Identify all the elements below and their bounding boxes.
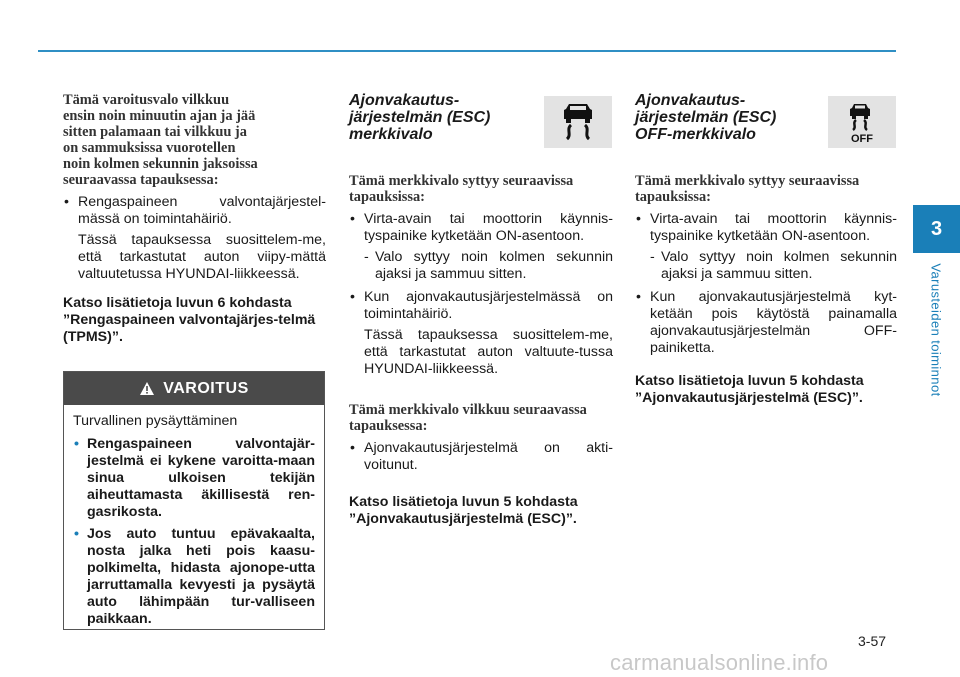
intro-line: Tämä varoitusvalo vilkkuu — [63, 92, 230, 108]
esc-heading: Ajonvakautus-järjestelmän (ESC) merkkivalo — [349, 92, 491, 143]
column-esc — [349, 92, 613, 528]
intro-line: ensin noin minuutin ajan ja jää — [63, 108, 256, 124]
intro-line: noin kolmen sekunnin jaksoissa — [63, 156, 258, 172]
warning-body — [64, 405, 324, 628]
esc-off-lights-heading: Tämä merkkivalo syttyy seuraavissa tapauksissa: — [635, 173, 860, 205]
warning-box — [63, 371, 325, 630]
esc-off-bullet: • Virta-avain tai moottorin käynnis-tyspainike kytketään ON-asentoon. — [635, 211, 897, 245]
warning-triangle-icon — [139, 381, 155, 396]
esc-dash: - Valo syttyy noin kolmen sekunnin ajaksi ja sammuu sitten. — [349, 249, 613, 283]
chapter-tab: 3 — [913, 205, 960, 253]
esc-bullet-note: Tässä tapauksessa suosittelem-me, että tarkastutat auton valtuute-tussa HYUNDAI-liikkeessä. — [364, 327, 613, 377]
tpms-bullet: • Rengaspaineen valvontajärjestel-mässä on toimintahäiriö. — [63, 194, 326, 228]
intro-line: seuraavassa tapauksessa: — [63, 172, 219, 188]
warning-item: • Rengaspaineen valvontajär-jestelmä ei kykene varoitta-maan sinua ulkoisen tekijän aiheuttamasta äkillisestä ren-gasrikosta. — [73, 436, 315, 521]
page-number: 3-57 — [858, 633, 887, 649]
esc-bullet: • Ajonvakautusjärjestelmä on akti-voitunut. — [349, 440, 613, 474]
esc-bullet: • Virta-avain tai moottorin käynnis-tyspainike kytketään ON-asentoon. — [349, 211, 613, 245]
tpms-bullet-note: Tässä tapauksessa suosittelem-me, että tarkastutat auton viipy-mättä valtuutetussa HYUNDAI-liikkeessä. — [78, 232, 326, 282]
esc-lights-heading: Tämä merkkivalo syttyy seuraavissa tapauksissa: — [349, 173, 574, 205]
column-tpms — [63, 92, 326, 346]
tpms-intro — [63, 92, 326, 188]
esc-off-icon — [842, 100, 882, 144]
esc-blinks-heading: Tämä merkkivalo vilkkuu seuraavassa tapauksessa: — [349, 402, 587, 434]
esc-warning-icon — [558, 101, 598, 143]
esc-off-reference: Katso lisätietoja luvun 5 kohdasta ”Ajonvakautusjärjestelmä (ESC)”. — [635, 373, 864, 406]
esc-off-bullet: • Kun ajonvakautusjärjestelmä kyt-ketään pois käytöstä painamalla ajonvakautusjärjestelmän OFF-painiketta. — [635, 289, 897, 357]
esc-off-heading: Ajonvakautus-järjestelmän (ESC) OFF-merkkivalo — [635, 92, 777, 143]
intro-line: on sammuksissa vuorotellen — [63, 140, 236, 156]
esc-off-dash: - Valo syttyy noin kolmen sekunnin ajaksi ja sammuu sitten. — [635, 249, 897, 283]
esc-off-indicator-box — [828, 96, 896, 148]
off-label: OFF — [851, 133, 873, 144]
tpms-reference: Katso lisätietoja luvun 6 kohdasta ”Rengaspaineen valvontajärjes-telmä (TPMS)”. — [63, 295, 316, 345]
chapter-title: Varusteiden toiminnot — [928, 263, 944, 397]
warning-title: VAROITUS — [163, 379, 249, 397]
warning-subtitle: Turvallinen pysäyttäminen — [73, 413, 238, 429]
esc-indicator-box — [544, 96, 612, 148]
top-rule — [38, 50, 896, 52]
esc-reference: Katso lisätietoja luvun 5 kohdasta ”Ajonvakautusjärjestelmä (ESC)”. — [349, 494, 578, 527]
warning-item: • Jos auto tuntuu epävakaalta, nosta jalka heti pois kaasu-polkimelta, hidasta ajonope-utta jarruttamalla kevyesti ja pysäytä auto lähimpään tur-valliseen paikkaan. — [73, 526, 315, 628]
warning-header — [64, 372, 324, 405]
intro-line: sitten palamaan tai vilkkuu ja — [63, 124, 247, 140]
esc-bullet: • Kun ajonvakautusjärjestelmässä on toimintahäiriö. — [349, 289, 613, 323]
watermark: carmanualsonline.info — [610, 650, 829, 675]
